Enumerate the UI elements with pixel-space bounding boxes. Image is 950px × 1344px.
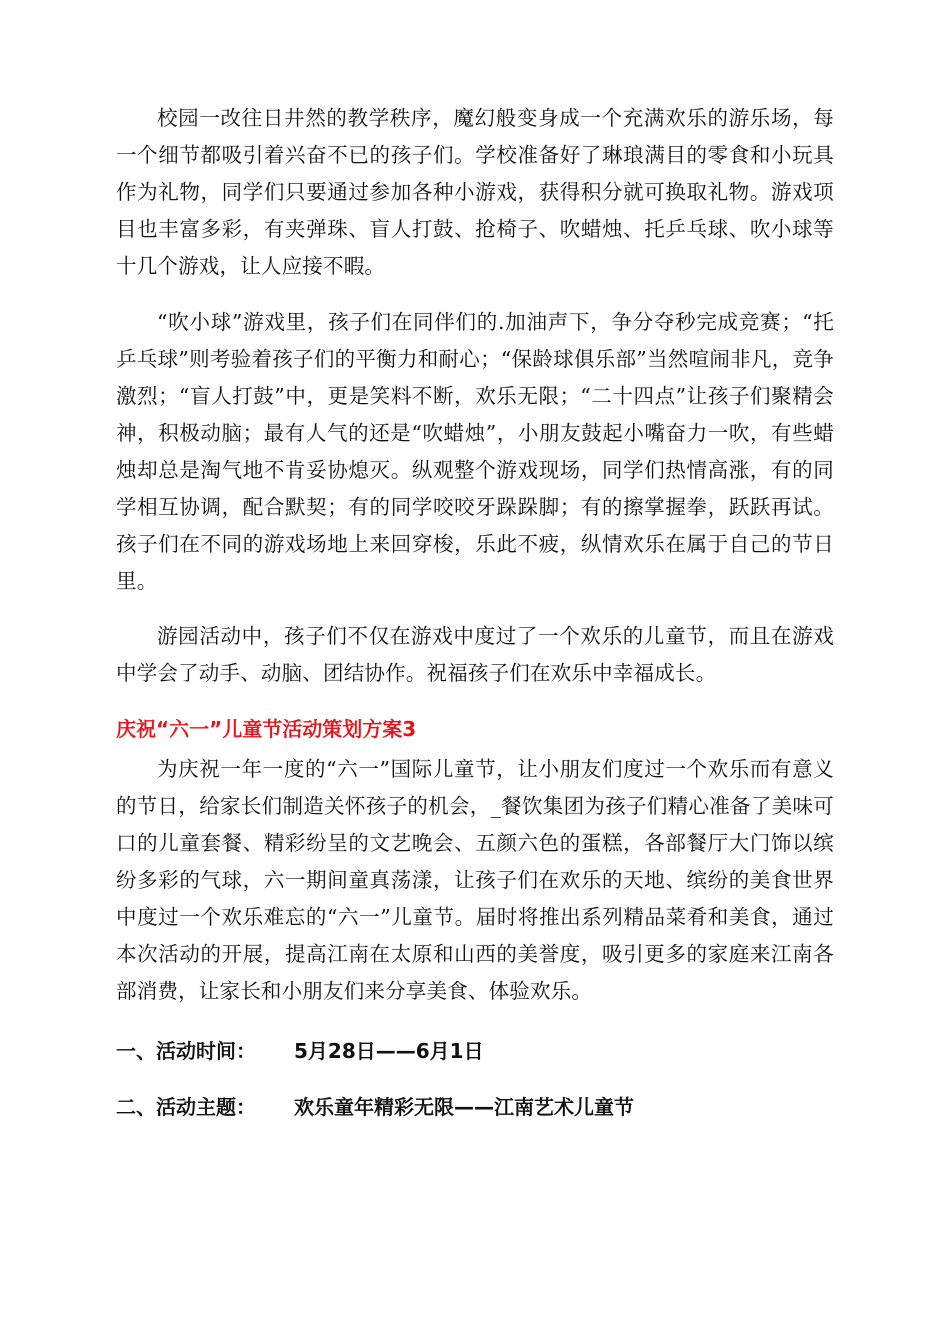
activity-theme-item bbox=[116, 1090, 834, 1124]
paragraph-intro: 为庆祝一年一度的“六一”国际儿童节，让小朋友们度过一个欢乐而有意义的节日，给家长们制造关怀孩子的机会，_餐饮集团为孩子们精心准备了美味可口的儿童套餐、精彩纷呈的文艺晚会、五颜六色的蛋糕，各部餐厅大门饰以缤纷多彩的气球，六一期间童真荡漾，让孩子们在欢乐的天地、缤纷的美食世界中度过一个欢乐难忘的“六一”儿童节。届时将推出系列精品菜肴和美食，通过本次活动的开展，提高江南在太原和山西的美誉度，吸引更多的家庭来江南各部消费，让家长和小朋友们来分享美食、体验欢乐。 bbox=[116, 757, 834, 1003]
activity-time-label: 一、活动时间： bbox=[116, 1039, 256, 1063]
activity-theme-label: 二、活动主题： bbox=[116, 1095, 256, 1119]
document-page bbox=[116, 100, 834, 1124]
activity-theme-value: 欢乐童年精彩无限——江南艺术儿童节 bbox=[294, 1095, 634, 1119]
paragraph-game-details: “吹小球”游戏里，孩子们在同伴们的.加油声下，争分夺秒完成竞赛；“托乒乓球”则考验着孩子们的平衡力和耐心；“保龄球俱乐部”当然喧闹非凡，竞争激烈；“盲人打鼓”中，更是笑料不断，欢乐无限；“二十四点”让孩子们聚精会神，积极动脑；最有人气的还是“吹蜡烛”，小朋友鼓起小嘴奋力一吹，有些蜡烛却总是淘气地不肯妥协熄灭。纵观整个游戏现场，同学们热情高涨，有的同学相互协调，配合默契；有的同学咬咬牙跺跺脚；有的擦掌握拳，跃跃再试。孩子们在不同的游戏场地上来回穿梭，乐此不疲，纵情欢乐在属于自己的节日里。 bbox=[116, 310, 834, 593]
section-heading: 庆祝“六一”儿童节活动策划方案3 bbox=[116, 717, 417, 741]
activity-time-item bbox=[116, 1034, 834, 1068]
activity-time-value: 5月28日——6月1日 bbox=[294, 1039, 484, 1063]
paragraph-summary: 游园活动中，孩子们不仅在游戏中度过了一个欢乐的儿童节，而且在游戏中学会了动手、动脑、团结协作。祝福孩子们在欢乐中幸福成长。 bbox=[116, 624, 834, 685]
paragraph-campus-games: 校园一改往日井然的教学秩序，魔幻般变身成一个充满欢乐的游乐场，每一个细节都吸引着兴奋不已的孩子们。学校准备好了琳琅满目的零食和小玩具作为礼物，同学们只要通过参加各种小游戏，获得积分就可换取礼物。游戏项目也丰富多彩，有夹弹珠、盲人打鼓、抢椅子、吹蜡烛、托乒乓球、吹小球等十几个游戏，让人应接不暇。 bbox=[116, 106, 834, 278]
